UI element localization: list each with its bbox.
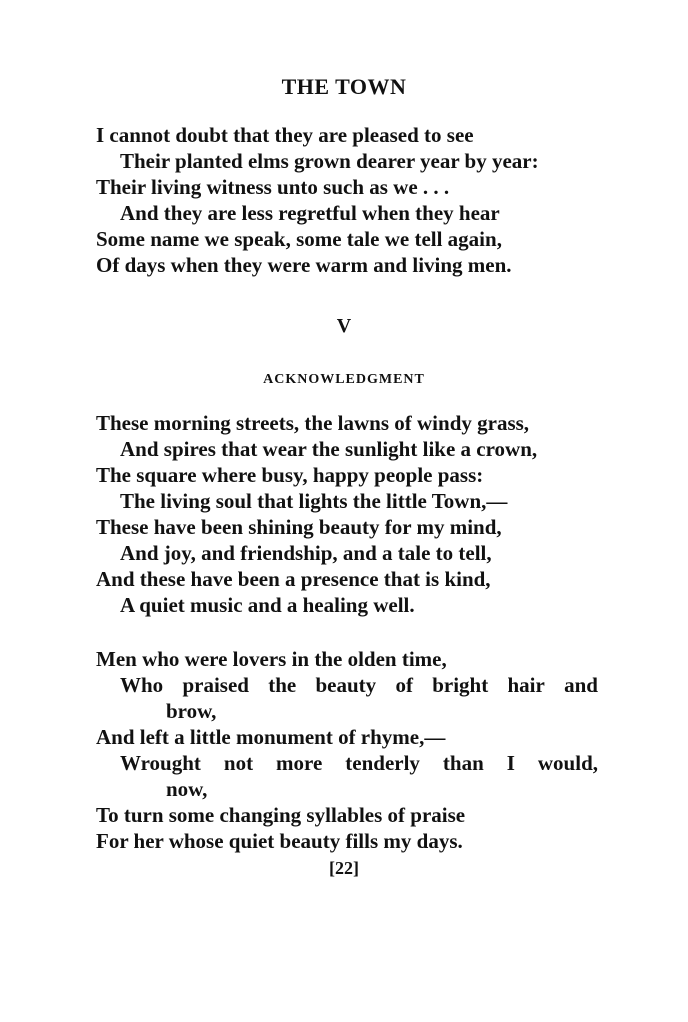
verse-line: And they are less regretful when they hear (120, 201, 500, 225)
verse-word: and (564, 673, 598, 697)
verse-word: I (506, 751, 515, 775)
page-number: [22] (329, 858, 359, 878)
stanza-3 (96, 646, 606, 854)
verse-word: more (276, 751, 323, 775)
verse-line-justified (96, 672, 598, 698)
verse-word: beauty (315, 673, 377, 697)
verse-word: than (442, 751, 484, 775)
verse-line: A quiet music and a healing well. (120, 593, 415, 617)
verse-line: Their planted elms grown dearer year by year: (120, 149, 539, 173)
verse-line: And left a little monument of rhyme,— (96, 725, 446, 749)
verse-line: I cannot doubt that they are pleased to see (96, 123, 474, 147)
verse-word: praised (182, 673, 249, 697)
verse-line: Of days when they were warm and living men. (96, 253, 512, 277)
verse-line: These morning streets, the lawns of windy grass, (96, 411, 530, 435)
section-title: ACKNOWLEDGMENT (263, 372, 425, 387)
verse-word: Wrought (120, 751, 201, 775)
verse-word: hair (507, 673, 545, 697)
verse-word: bright (432, 673, 489, 697)
verse-line: And joy, and friendship, and a tale to tell, (120, 541, 492, 565)
verse-word: of (395, 673, 413, 697)
verse-word: Who (120, 673, 164, 697)
verse-line: Some name we speak, some tale we tell again, (96, 227, 502, 251)
verse-line: Men who were lovers in the olden time, (96, 647, 447, 671)
verse-word: tenderly (345, 751, 420, 775)
verse-line-continuation: now, (166, 777, 208, 801)
stanza-1 (96, 122, 606, 278)
verse-line: And these have been a presence that is kind, (96, 567, 491, 591)
verse-line: For her whose quiet beauty fills my days. (96, 829, 463, 853)
stanza-2 (96, 410, 606, 618)
verse-word: not (223, 751, 254, 775)
verse-word: would, (537, 751, 598, 775)
poem-title: THE TOWN (281, 74, 407, 99)
verse-line: To turn some changing syllables of praise (96, 803, 466, 827)
verse-line-continuation: brow, (166, 699, 217, 723)
verse-line: The living soul that lights the little Town,— (120, 489, 508, 513)
verse-line: Their living witness unto such as we . . . (96, 175, 450, 199)
verse-line: And spires that wear the sunlight like a crown, (120, 437, 538, 461)
verse-line: The square where busy, happy people pass: (96, 463, 484, 487)
verse-line: These have been shining beauty for my mind, (96, 515, 502, 539)
verse-line-justified (96, 750, 598, 776)
verse-word: the (268, 673, 297, 697)
section-numeral: V (336, 315, 352, 337)
